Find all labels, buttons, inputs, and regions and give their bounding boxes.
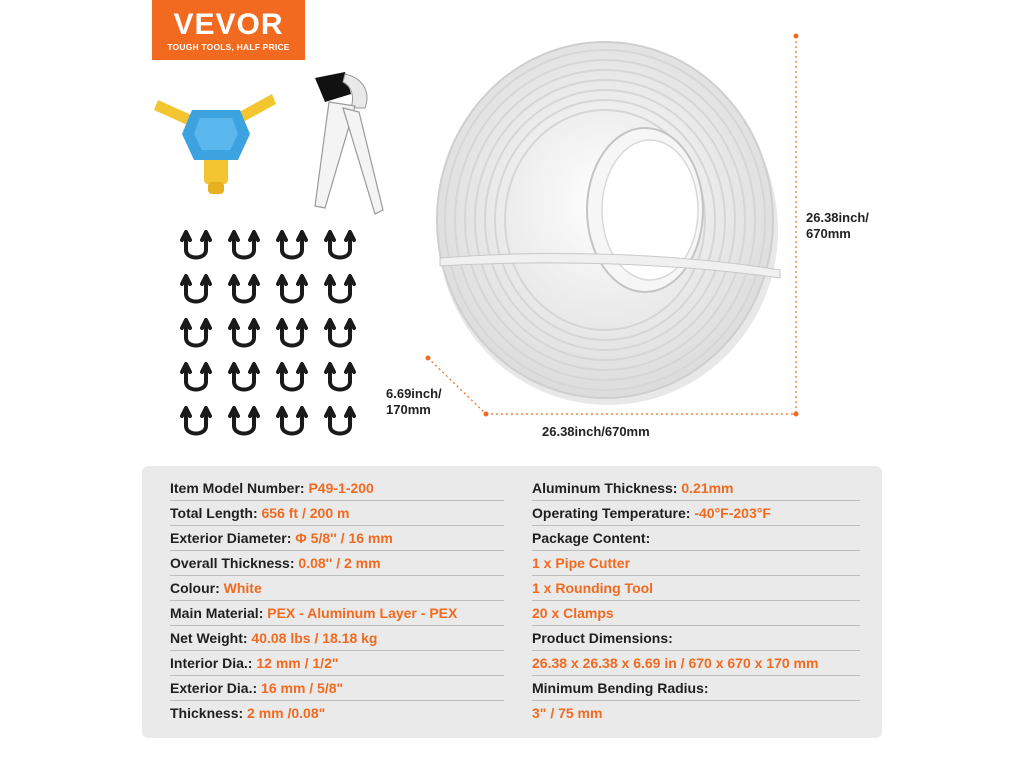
spec-value: 2 mm /0.08" (247, 705, 326, 721)
spec-row (170, 501, 504, 526)
spec-label: Exterior Dia.: (170, 680, 258, 696)
spec-row (532, 626, 860, 651)
spec-row (532, 676, 860, 701)
spec-row (170, 701, 504, 726)
spec-row (170, 601, 504, 626)
spec-value: 16 mm / 5/8" (261, 680, 344, 696)
spec-value: 1 x Rounding Tool (532, 580, 654, 596)
spec-value: White (223, 580, 262, 596)
spec-row (532, 476, 860, 501)
spec-value: 0.08'' / 2 mm (298, 555, 381, 571)
spec-row (170, 676, 504, 701)
spec-row (532, 526, 860, 551)
height-dimension-label: 26.38inch/ 670mm (806, 210, 869, 241)
spec-value: 12 mm / 1/2" (256, 655, 339, 671)
depth-dimension-label: 6.69inch/ 170mm (386, 386, 442, 417)
spec-row (532, 576, 860, 601)
spec-label: Overall Thickness: (170, 555, 295, 571)
spec-row (170, 626, 504, 651)
spec-value: 656 ft / 200 m (261, 505, 350, 521)
spec-label: Exterior Diameter: (170, 530, 292, 546)
spec-value: P49-1-200 (308, 480, 374, 496)
spec-row (532, 601, 860, 626)
spec-row (170, 576, 504, 601)
spec-row (532, 651, 860, 676)
spec-value: 3" / 75 mm (532, 705, 603, 721)
spec-column-left (170, 476, 504, 726)
spec-label: Total Length: (170, 505, 258, 521)
spec-row (532, 701, 860, 726)
spec-label: Main Material: (170, 605, 264, 621)
spec-value: PEX - Aluminum Layer - PEX (267, 605, 458, 621)
spec-label: Item Model Number: (170, 480, 305, 496)
spec-label: Aluminum Thickness: (532, 480, 678, 496)
spec-value: 20 x Clamps (532, 605, 614, 621)
spec-label: Colour: (170, 580, 220, 596)
spec-label: Interior Dia.: (170, 655, 253, 671)
spec-label: Operating Temperature: (532, 505, 691, 521)
brand-name: VEVOR (173, 8, 284, 41)
spec-value: 0.21mm (681, 480, 734, 496)
spec-row (532, 551, 860, 576)
spec-value: 1 x Pipe Cutter (532, 555, 631, 571)
spec-label: Minimum Bending Radius: (532, 680, 709, 696)
spec-value: Φ 5/8'' / 16 mm (295, 530, 393, 546)
spec-label: Net Weight: (170, 630, 248, 646)
spec-row (532, 501, 860, 526)
width-dimension-label: 26.38inch/670mm (542, 424, 650, 439)
spec-column-right (532, 476, 860, 726)
spec-value: 40.08 lbs / 18.18 kg (251, 630, 378, 646)
spec-table (142, 466, 882, 738)
spec-row (170, 526, 504, 551)
brand-tagline: TOUGH TOOLS, HALF PRICE (167, 42, 290, 52)
spec-label: Package Content: (532, 530, 651, 546)
spec-value: 26.38 x 26.38 x 6.69 in / 670 x 670 x 170 mm (532, 655, 819, 671)
spec-label: Thickness: (170, 705, 244, 721)
spec-label: Product Dimensions: (532, 630, 673, 646)
spec-row (170, 651, 504, 676)
spec-row (170, 551, 504, 576)
spec-row (170, 476, 504, 501)
spec-value: -40°F-203°F (694, 505, 771, 521)
